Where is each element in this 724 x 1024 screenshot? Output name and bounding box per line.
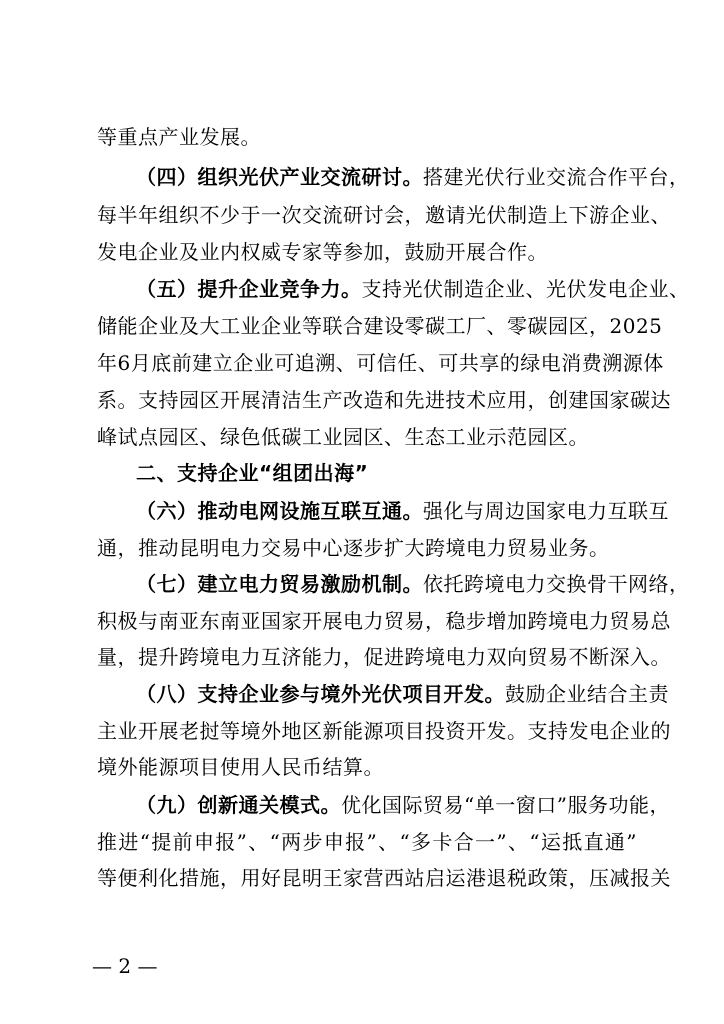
line-text: 等重点产业发展。 — [97, 125, 261, 149]
text-line-4 — [97, 236, 637, 268]
page-number: — 2 — — [92, 954, 158, 978]
line-text: 推进“提前申报”、“两步申报”、“多卡合一”、“运抵直通” — [97, 830, 637, 854]
text-line-9 — [97, 421, 637, 453]
text-line-8 — [97, 384, 671, 416]
paragraph-8-first-line — [136, 678, 669, 710]
paragraph-6-first-line — [136, 495, 669, 527]
paragraph-7-heading: （七）建立电力贸易激励机制。 — [136, 572, 423, 596]
line-text: 搭建光伏行业交流合作平台， — [423, 165, 690, 189]
line-text: 强化与周边国家电力互联互 — [423, 499, 669, 523]
text-line-20 — [97, 826, 637, 858]
paragraph-5-heading: （五）提升企业竞争力。 — [136, 277, 362, 301]
paragraph-9-heading: （九）创新通关模式。 — [136, 793, 341, 817]
text-line-6 — [97, 310, 663, 342]
paragraph-7-first-line — [136, 568, 690, 600]
paragraph-4-heading: （四）组织光伏产业交流研讨。 — [136, 165, 423, 189]
line-text: 量，提升跨境电力互济能力，促进跨境电力双向贸易不断深入。 — [97, 645, 671, 669]
line-text: 发电企业及业内权威专家等参加，鼓励开展合作。 — [97, 240, 548, 264]
line-text: 优化国际贸易“单一窗口”服务功能， — [341, 793, 670, 817]
paragraph-9-first-line — [136, 789, 670, 821]
line-text: 系。支持园区开展清洁生产改造和先进技术应用，创建国家碳达 — [97, 388, 671, 412]
line-text: 等便利化措施，用好昆明王家营西站启运港退税政策，压减报关 — [97, 866, 671, 890]
text-line-1 — [97, 121, 637, 153]
text-line-14 — [97, 605, 671, 637]
line-text: 境外能源项目使用人民币结算。 — [97, 755, 384, 779]
line-text: 通，推动昆明电力交易中心逐步扩大跨境电力贸易业务。 — [97, 536, 610, 560]
text-line-18 — [97, 751, 637, 783]
line-text: 积极与南亚东南亚国家开展电力贸易，稳步增加跨境电力贸易总 — [97, 609, 671, 633]
section-heading — [136, 457, 676, 489]
line-text: 鼓励企业结合主责 — [505, 682, 669, 706]
line-text: 储能企业及大工业企业等联合建设零碳工厂、零碳园区，2025 — [97, 314, 663, 338]
section-heading-text: 二、支持企业“组团出海” — [136, 461, 369, 485]
line-text: 主业开展老挝等境外地区新能源项目投资开发。支持发电企业的 — [97, 719, 671, 743]
line-text: 峰试点园区、绿色低碳工业园区、生态工业示范园区。 — [97, 425, 589, 449]
text-line-12 — [97, 532, 637, 564]
paragraph-8-heading: （八）支持企业参与境外光伏项目开发。 — [136, 682, 505, 706]
text-line-21 — [97, 862, 671, 894]
text-line-3 — [97, 199, 671, 231]
text-line-15 — [97, 641, 671, 673]
paragraph-4-first-line — [136, 161, 690, 193]
line-text: 每半年组织不少于一次交流研讨会，邀请光伏制造上下游企业、 — [97, 203, 671, 227]
line-text: 支持光伏制造企业、光伏发电企业、 — [361, 277, 690, 301]
paragraph-6-heading: （六）推动电网设施互联互通。 — [136, 499, 423, 523]
paragraph-5-first-line — [136, 273, 690, 305]
line-text: 年6月底前建立企业可追溯、可信任、可共享的绿电消费溯源体 — [97, 351, 664, 375]
text-line-17 — [97, 715, 671, 747]
text-line-7 — [97, 347, 664, 379]
line-text: 依托跨境电力交换骨干网络， — [423, 572, 690, 596]
